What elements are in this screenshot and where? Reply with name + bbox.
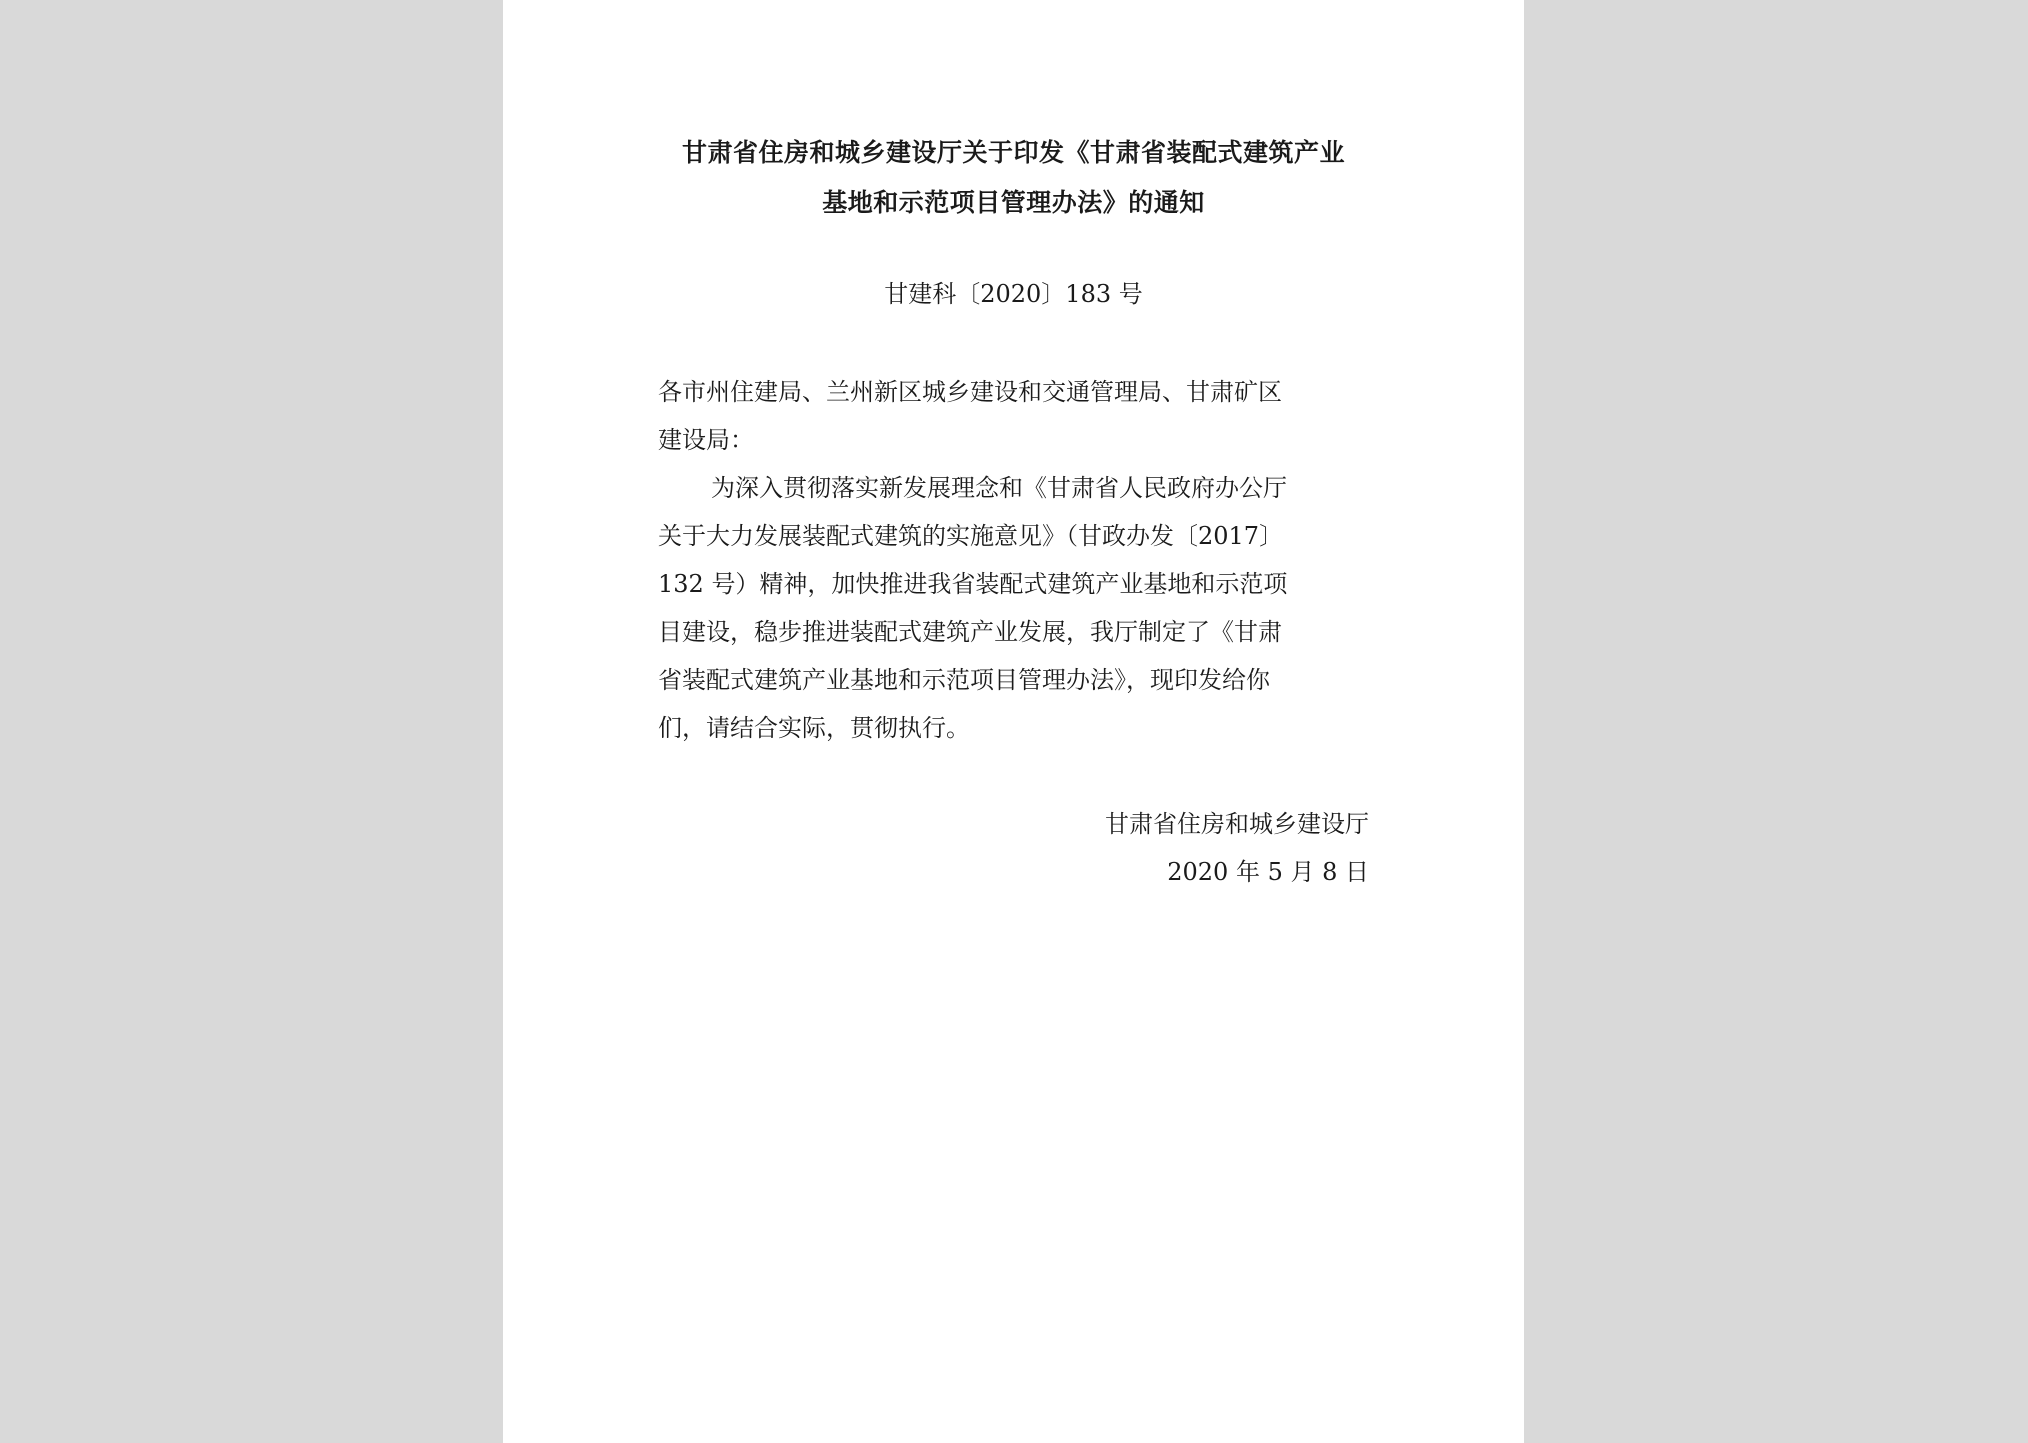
signature-block [658,800,1369,896]
paragraph-line: 为深入贯彻落实新发展理念和《甘肃省人民政府办公厅 [711,474,1287,502]
title-line: 甘肃省住房和城乡建设厅关于印发《甘肃省装配式建筑产业 [681,138,1345,167]
title-line: 基地和示范项目管理办法》的通知 [822,188,1205,217]
paragraph-line: 关于大力发展装配式建筑的实施意见》（甘政办发〔2017〕 [658,522,1284,550]
addressee-line: 建设局： [658,426,754,454]
paragraph-line: 132 号）精神，加快推进我省装配式建筑产业基地和示范项 [658,570,1288,598]
paragraph-line: 省装配式建筑产业基地和示范项目管理办法》，现印发给你 [658,666,1270,694]
addressee [658,368,1369,464]
document-number: 甘建科〔2020〕183 号 [884,280,1143,308]
document-title [658,128,1369,228]
issue-date: 2020 年 5 月 8 日 [1167,858,1369,886]
issuer-name: 甘肃省住房和城乡建设厅 [1105,810,1369,838]
paragraph-line: 们，请结合实际，贯彻执行。 [658,714,970,742]
document-page [503,0,1524,1443]
body-paragraph [658,464,1369,752]
paragraph-line: 目建设，稳步推进装配式建筑产业发展，我厅制定了《甘肃 [658,618,1282,646]
addressee-line: 各市州住建局、兰州新区城乡建设和交通管理局、甘肃矿区 [658,378,1282,406]
